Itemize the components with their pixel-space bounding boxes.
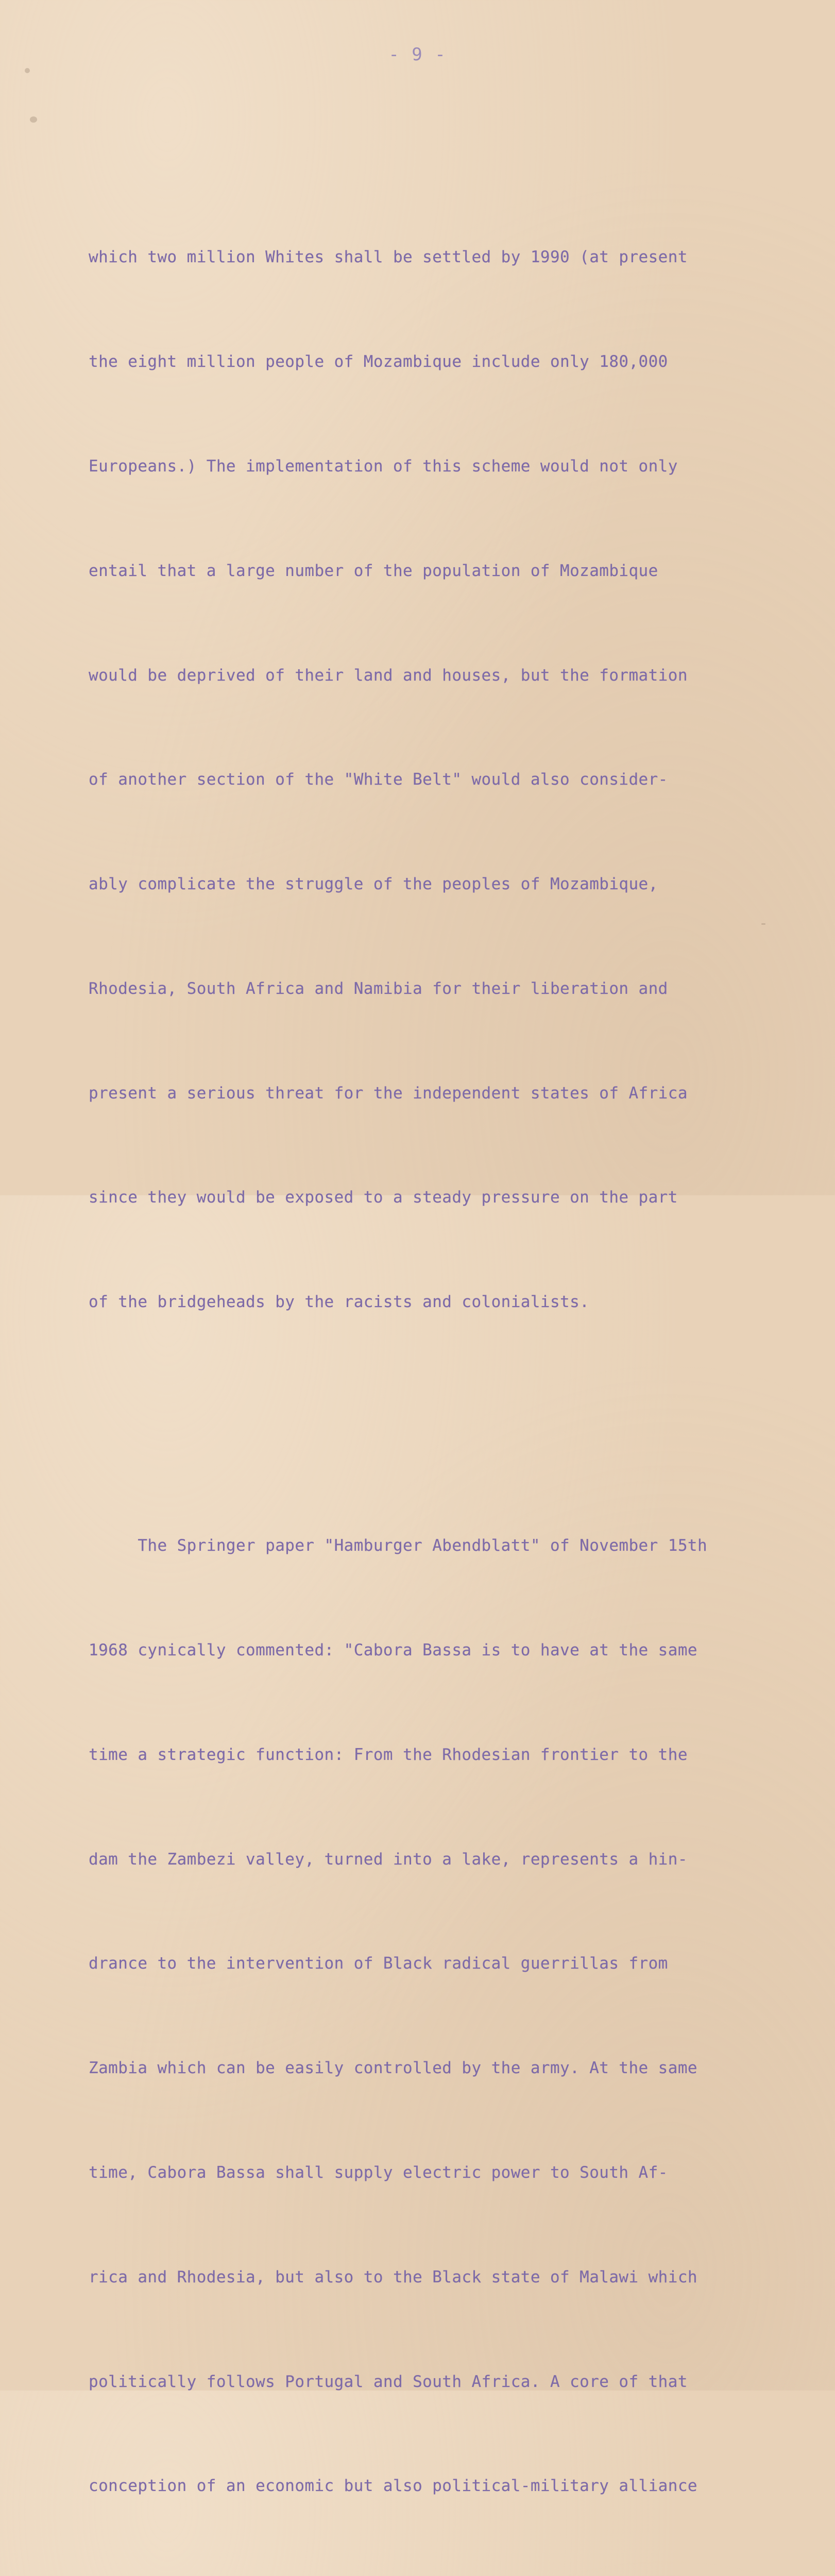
text-line: 1968 cynically commented: "Cabora Bassa is to have at the same — [89, 1641, 697, 1660]
text-line — [89, 2573, 758, 2576]
page-number: - 9 - — [388, 44, 447, 65]
text-line: rica and Rhodesia, but also to the Black state of Malawi which — [89, 2267, 697, 2286]
text-line: conception of an economic but also political-military alliance — [89, 2477, 697, 2496]
text-line: would be deprived of their land and houses, but the formation — [89, 666, 688, 685]
document-body — [89, 101, 758, 2576]
text-line: Zambia which can be easily controlled by the army. At the same — [89, 2059, 697, 2078]
text-line: of the bridgeheads by the racists and colonialists. — [89, 1293, 590, 1312]
paper-speck — [761, 923, 765, 925]
text-line: time, Cabora Bassa shall supply electric power to South Af- — [89, 2163, 668, 2182]
text-line: The Springer paper "Hamburger Abendblatt" of November 15th — [89, 1536, 708, 1555]
paper-speck — [25, 68, 30, 73]
text-line: of another section of the "White Belt" would also consider- — [89, 770, 668, 789]
text-line: time a strategic function: From the Rhodesian frontier to the — [89, 1745, 688, 1764]
paragraph-2 — [89, 1459, 758, 2576]
text-line: entail that a large number of the population of Mozambique — [89, 561, 658, 580]
text-line: since they would be exposed to a steady pressure on the part — [89, 1188, 678, 1207]
text-line: present a serious threat for the independent states of Africa — [89, 1083, 688, 1103]
text-line: the eight million people of Mozambique include only 180,000 — [89, 352, 668, 371]
text-line: drance to the intervention of Black radical guerrillas from — [89, 1954, 668, 1973]
text-line: Europeans.) The implementation of this scheme would not only — [89, 456, 678, 476]
text-line: ably complicate the struggle of the peoples of Mozambique, — [89, 875, 658, 894]
paper-speck — [30, 116, 37, 123]
text-line: dam the Zambezi valley, turned into a lake, represents a hin- — [89, 1850, 688, 1869]
text-line: Rhodesia, South Africa and Namibia for their liberation and — [89, 979, 668, 998]
text-line: politically follows Portugal and South Africa. A core of that — [89, 2372, 688, 2391]
text-line: which two million Whites shall be settled by 1990 (at present — [89, 248, 688, 267]
paragraph-1 — [89, 171, 758, 1389]
